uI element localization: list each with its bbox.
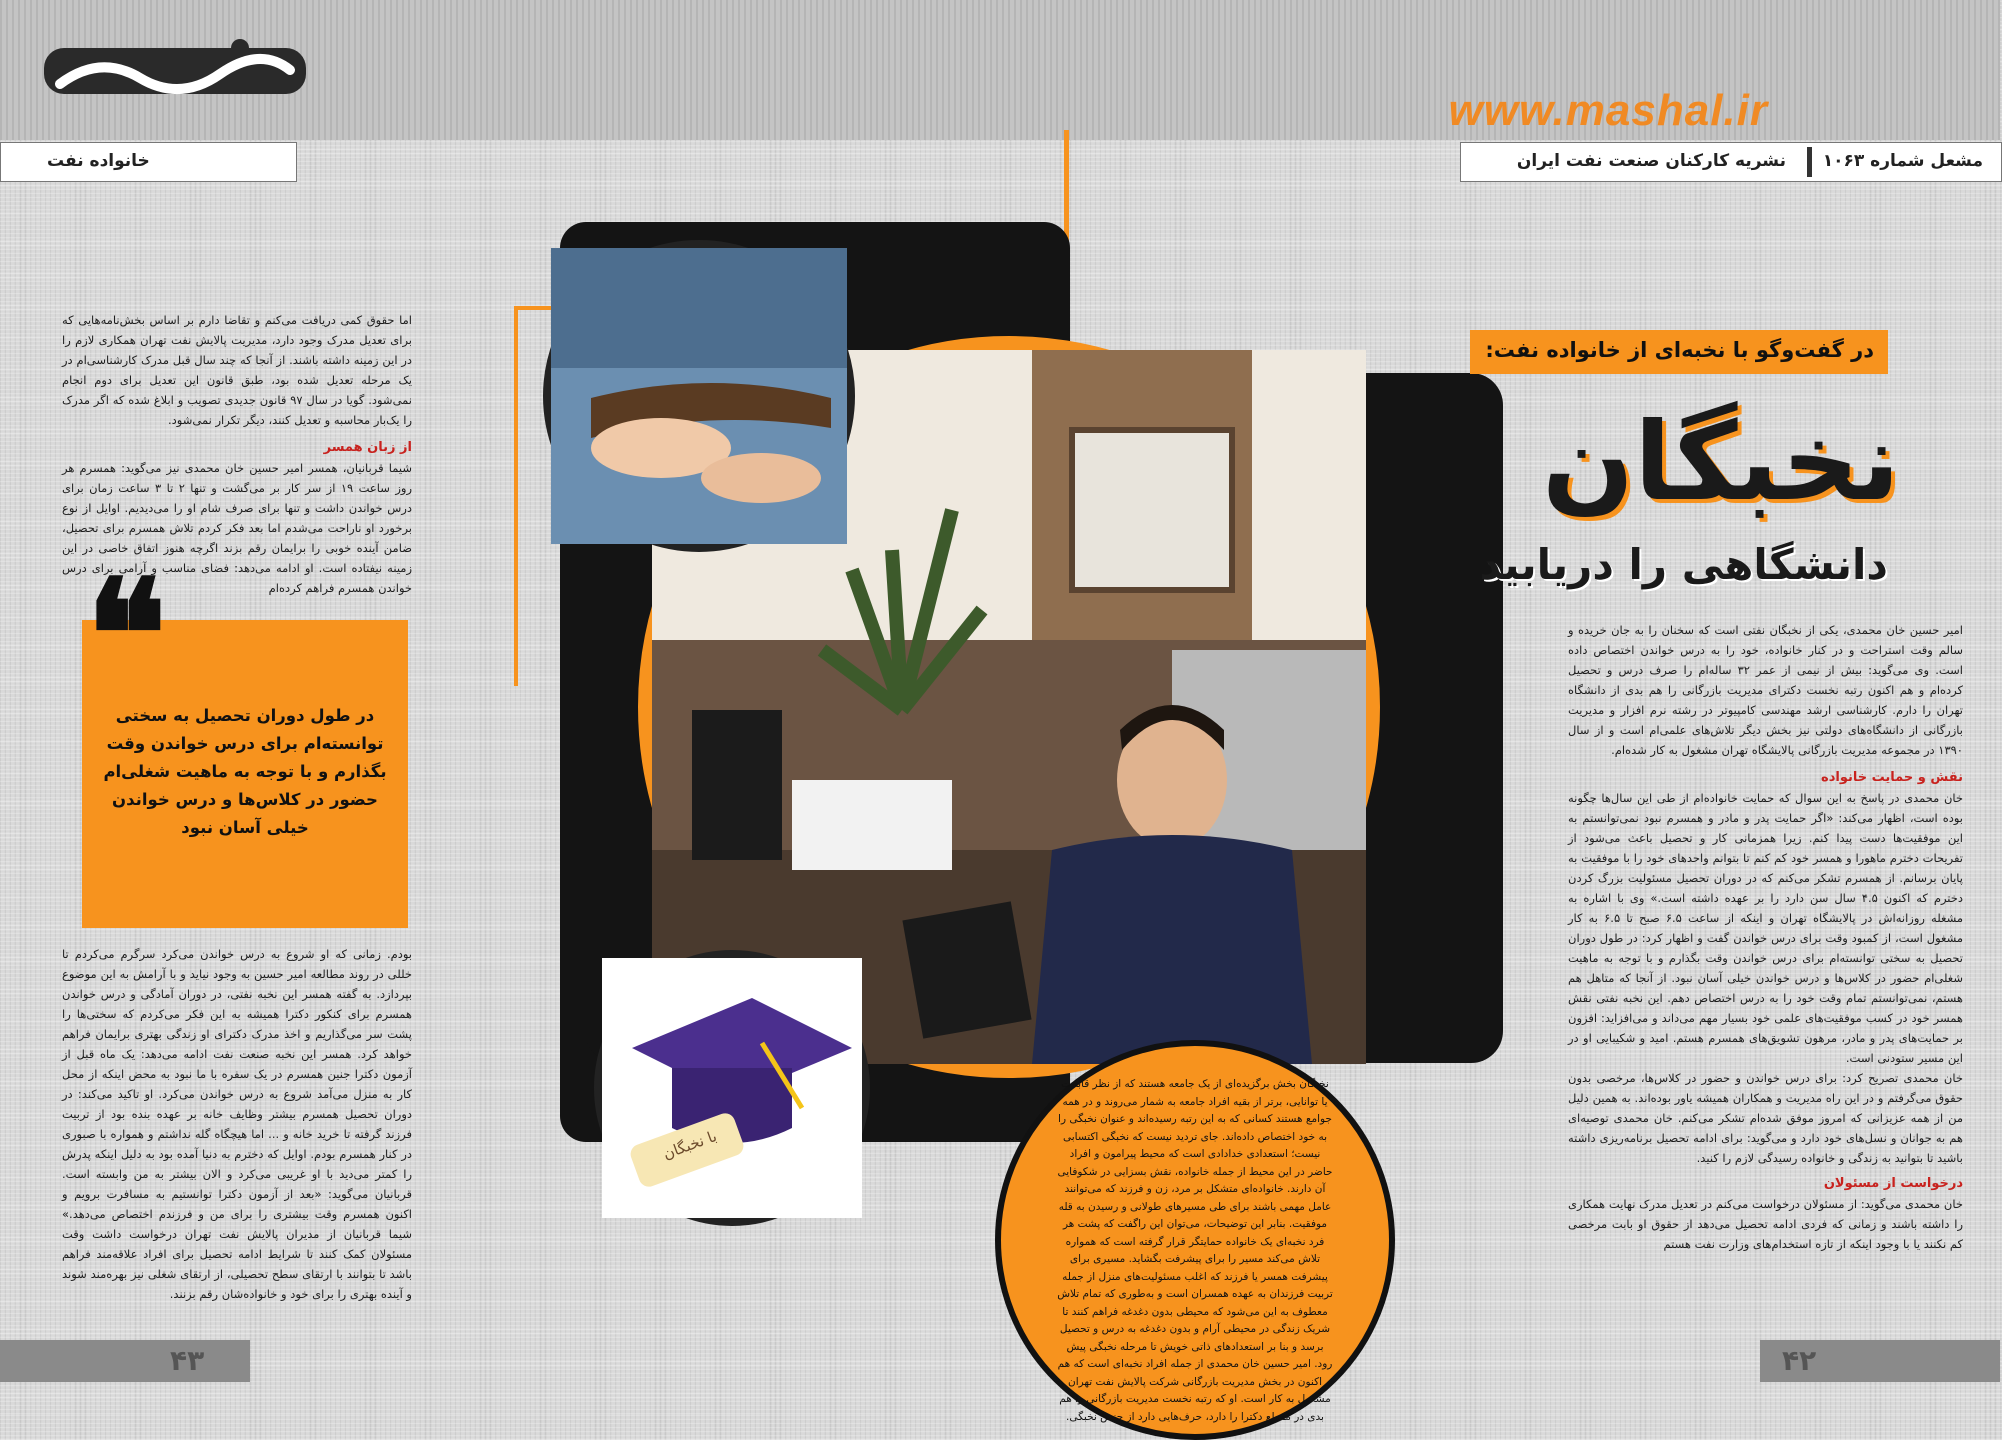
caption-text: نخبگان بخش برگزیده‌ای از یک جامعه هستند که از نظر قابلیت یا توانایی، برتر از بقیه افراد جامعه به شمار می‌روند و در همه جوامع هستند کسانی که به این رتبه رسیده‌اند و عنوان نخبگی را به خود اختصاص داده‌اند. جای تردید نیست که نخبگی اکتسابی نیست؛ استعدادی خدادادی است که محیط پیرامون و افراد حاضر در این محیط از جمله خانواده، نقش بسزایی در شکوفایی آن دارند. خانواده‌ای متشکل بر مرد، زن و فرزند که می‌توانند عامل مهمی باشند برای طی مسیرهای طولانی و رسیدن به قله موفقیت. بنابر این توضیحات، می‌توان این راگفت که پشت هر فرد نخبه‌ای یک خانواده حمایتگر قرار گرفته است که همواره تلاش می‌کند مسیر را برای پیشرفت بگشاید. مسیری برای پیشرفت همسر یا فرزند که اغلب مسئولیت‌های منزل از جمله تربیت فرزندان به عهده همسران است و به‌طوری که تمام تلاش معطوف به این می‌شود که محیطی بدون دغدغه فراهم کنند تا شریک زندگی در محیطی آرام و بدون دغدغه به درس و تحصیل برسد و بنا بر استعدادهای ذاتی خویش تا مرحله نخبگی پیش رود. امیر حسین خان محمدی از جمله افراد نخبه‌ای است که هم اکنون در بخش مدیریت بازرگانی شرکت پالایش نفت تهران مشغول به کار است. او که رتبه نخست مدیریت بازرگانی را هم بدی در مقطع دکترا را دارد، حرف‌هایی دارد از جنس نخبگی. [1057,1078,1333,1423]
orange-rule-left [514,306,518,686]
publication-name: نشریه کارکنان صنعت نفت ایران [1516,151,1786,171]
left-page-number: ۴۳ [170,1344,205,1377]
left-page-tab [0,1340,250,1382]
family-paragraph: خان محمدی در پاسخ به این سوال که حمایت خانواده‌ام از طی این سال‌ها چگونه بوده است، اظهار می‌کند: «اگر حمایت پدر و مادر و همسرم نبود نمی‌توانستم به این موفقیت‌ها دست پیدا کنم. زیرا همزمانی کار و تحصیل باعث می‌شود از تفریحات دخترم ماهورا و همسر خود کم کنم تا بتوانم واحدهای خود را با موفقیت به پایان برسانم. از همسرم تشکر می‌کنم که در دوران تحصیل مسئولیت بزرگ کردن دخترم که اکنون ۴.۵ سال سن دارد را بر عهده داشته است.» وی با اشاره به مشغله روزانه‌اش در پالایشگاه تهران و اینکه از ساعت ۶.۵ صبح تا ۶.۵ به کار مشغول است، از کمبود وقت برای درس خواندن گفت و اظهار کرد: در طول دوران تحصیل به سختی توانسته‌ام برای درس خواندن وقت بگذارم و با توجه به ماهیت شغلی‌ام حضور در کلاس‌ها و درس خواندن خیلی آسان نبود. از آنجا که متاهل هم هستم، نمی‌توانستم تمام وقت خود را به درس اختصاص دهم. این نخبه نفتی نقش همسر خود در کسب موفقیت‌های علمی خود بسیار مهم می‌داند و می‌افزاید: افزون بر حمایت‌های پدر و مادر، مرهون تشویق‌های همسرم هستم. امید و شکیبایی او در این مسیر ستودنی است. [1568,791,1963,1065]
left-section-label: خانواده نفت [47,151,150,171]
magazine-logo [40,34,310,104]
right-page-number: ۴۲ [1782,1344,1817,1377]
issue-number: مشعل شماره ۱۰۶۳ [1822,151,1983,171]
left-paragraph-2: شیما قربانیان، همسر امیر حسین خان محمدی نیز می‌گوید: همسرم هر روز ساعت ۱۹ از سر کار بر می‌گشت و تنها ۲ تا ۳ ساعت زمان برای درس خواندن داشت و تنها برای صرف شام او را می‌دیدیم. اوایل از نوع برخورد او ناراحت می‌شدم اما بعد فکر کردم تلاش همسرم برای تحصیل، ضامن آینده خوبی را برایمان رقم بزند اگرچه هنوز اتفاق خاصی در این زمینه نیفتاده است. او ادامه می‌دهد: فضای مناسب و آرامی برای درس خواندن همسرم فراهم کرده‌ام [62,461,413,595]
quote-mark-icon: ❝ [86,547,167,723]
article-title: نخبگان [1541,400,1900,525]
section-heading-officials: درخواست از مسئولان [1823,1176,1963,1191]
left-paragraph-3: بودم. زمانی که او شروع به درس خواندن می‌کرد سرگرم می‌کردم تا خللی در روند مطالعه امیر حسین به وجود نیاید و با آرامش به این موضوع بپردازد. به گفته همسر این نخبه نفتی، در دوران آمادگی و درس خواندن همسرم برای کنکور دکترا همیشه به این فکر می‌کردم که سختی‌ها را پشت سر می‌گذاریم و اخذ مدرک دکترای او زندگی بهتری برایمان فراهم خواهد کرد. همسر این نخبه صنعت نفت ادامه می‌دهد: یک ماه قبل از آزمون دکترا جنین همسرم در یک سفره با ما نبود به محض اینکه از محل کار به منزل می‌آمد شروع به درس خواندن می‌کرد. او تاکید می‌کند: در دوران تحصیل همسرم بیشتر وظایف خانه بر عهده بنده بود از تربیت فرزند گرفته تا خرید خانه و ... اما هیچگاه گله نداشتم و همواره با صبوری در کنار همسرم بودم. اوایل که دخترم به دنیا آمده بود به دلیل اینکه پدرش را کمتر می‌دید با او غریبی می‌کرد و الان بیشتر به من وابسته است. قربانیان می‌گوید: «بعد از آزمون دکترا توانستیم به مسافرت برویم و اکنون همسرم وقت بیشتری را برای من و فرزندم اختصاص می‌دهد.» شیما قربانیان از مدیران پالایش نفت تهران درخواست داشت وقت مسئولان کمک کنند تا شرایط ادامه تحصیل برای افراد علاقه‌مند فراهم باشد تا بتوانند با ارتقای سطح تحصیلی، از ارتقای شغلی نیز بهره‌مند شوند و آینده بهتری را برای خود و خانواده‌شان رقم بزنند. [62,947,412,1301]
kicker-bar [1470,330,1888,374]
officials-paragraph: خان محمدی می‌گوید: از مسئولان درخواست می‌کنم در تعدیل مدرک نهایت همکاری را داشته باشند و زمانی که فردی ادامه تحصیل می‌دهد از حقوق او بابت مرخصی کم نکنند یا با وجود اینکه از تازه استخدام‌های وزارت نفت هستم [1568,1197,1963,1251]
section-heading-family: نقش و حمایت خانواده [1821,770,1963,785]
right-page-tab [1760,1340,2000,1382]
article-subtitle: دانشگاهی را دریابید [1479,540,1888,589]
section-heading-spouse: از زبان همسر [323,440,412,455]
intro-paragraph: امیر حسین خان محمدی، یکی از نخبگان نفتی است که سخنان را به جان خریده و سالم وقت استراحت و در کنار خانواده، خود را به درس خواندن اختصاص داده است. وی می‌گوید: بیش از نیمی از عمر ۳۲ ساله‌ام را صرف درس و تحصیل کرده‌ام و هم اکنون رتبه نخست دکترای مدیریت بازرگانی را هم بدی از دانشگاه تهران را دارم. کارشناسی ارشد مهندسی کامپیوتر در رشته نرم افزار و مدیریت بازرگانی از دانشگاه‌های دولتی نیز بخش دیگر تلاش‌های علمی‌ام است و از سال ۱۳۹۰ در مجموعه مدیریت بازرگانی پالایشگاه تهران مشغول به کار شده‌ام. [1568,623,1963,757]
book-photo [543,240,855,552]
left-column-lower [62,944,412,1301]
orange-rule-top [514,306,554,310]
left-header-bar [0,142,297,182]
caption-circle [995,1040,1395,1440]
article-kicker: در گفت‌وگو با نخبه‌ای از خانواده نفت: [1485,338,1874,362]
right-header-bar [1460,142,2002,182]
diploma-label: با نخبگان [660,1127,720,1163]
graduation-cap-image [594,950,870,1226]
right-column [1568,620,1963,1254]
website-url[interactable]: www.mashal.ir [1448,86,1768,135]
left-paragraph-1: اما حقوق کمی دریافت می‌کنم و تقاضا دارم بر اساس بخش‌نامه‌هایی که برای تعدیل مدرک وجود دارد، مدیریت پالایش نفت تهران همکاری لازم را در این زمینه داشته باشند. از آنجا که چند سال قبل مدرک کارشناسی‌ام در یک مرحله تعدیل شده بود، طبق قانون این تعدیل برای دوم انجام نمی‌شود. گویا در سال ۹۷ قانون جدیدی تصویب و ابلاغ شده که اگر مدرک را یک‌بار محاسبه و تعدیل کنند، دیگر تکرار نمی‌شود. [62,313,412,427]
family-paragraph-2: خان محمدی تصریح کرد: برای درس خواندن و حضور در کلاس‌ها، مرخصی بدون حقوق می‌گرفتم و در این راه مدیریت و همکاران همیشه یاور بوده‌اند. به همین دلیل من از همه عزیزانی که امروز موفق شده‌ام تشکر می‌کنم. خان محمدی توصیه‌ای هم به جوانان و نسل‌های خود دارد و می‌گوید: برای ادامه تحصیل برنامه‌ریزی داشته باشید تا بتوانید به زندگی و خانواده رسیدگی لازم را کنید. [1568,1071,1963,1165]
pull-quote-text: در طول دوران تحصیل به سختی توانسته‌ام برای درس خواندن وقت بگذارم و با توجه به ماهیت شغلی‌ام حضور در کلاس‌ها و درس خواندن خیلی آسان نبود [103,706,387,837]
